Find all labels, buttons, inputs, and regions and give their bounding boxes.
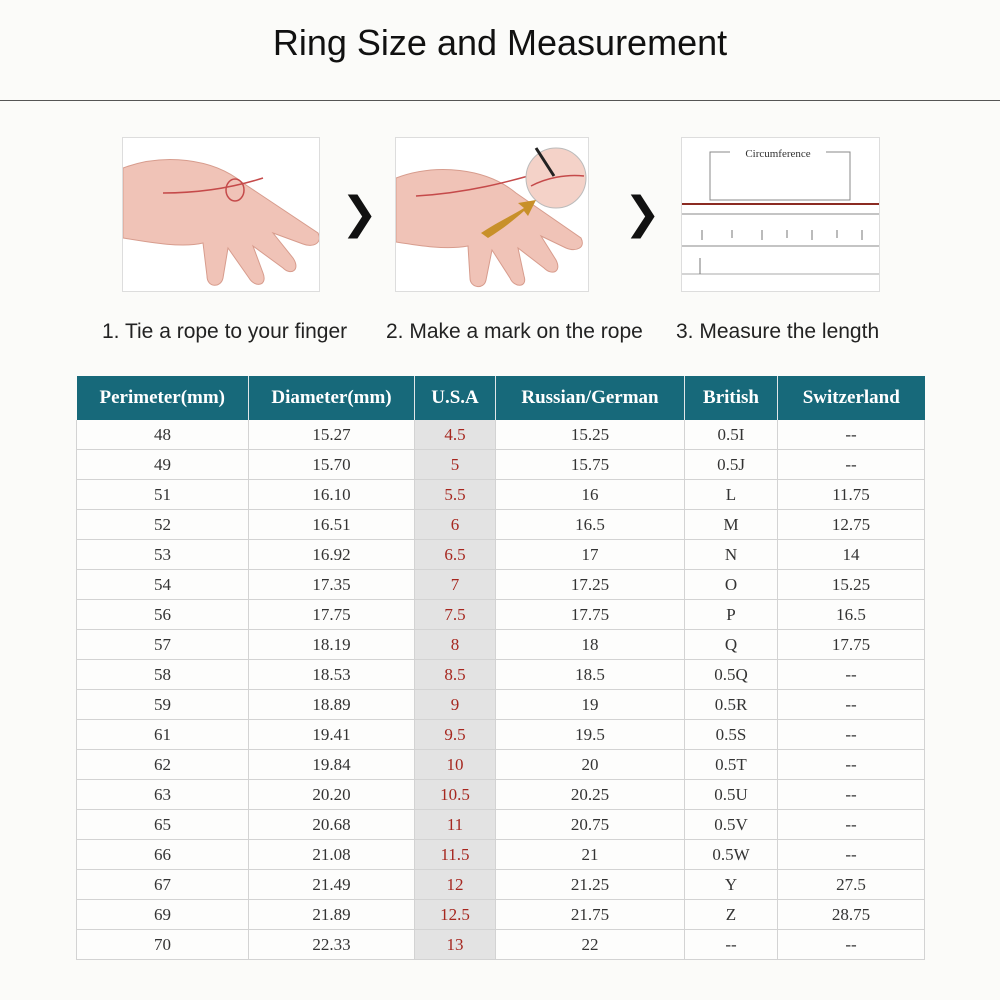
switzerland-cell: 12.75 [778, 510, 925, 540]
table-row [77, 570, 925, 600]
table-body [77, 420, 925, 960]
british-cell: 0.5S [685, 720, 778, 750]
switzerland-cell: -- [778, 780, 925, 810]
british-cell: 0.5W [685, 840, 778, 870]
header-switzerland: Switzerland [778, 376, 925, 420]
table-row [77, 510, 925, 540]
table-row [77, 480, 925, 510]
header-british: British [685, 376, 778, 420]
step3-ruler-image [681, 137, 880, 292]
usa-cell: 7.5 [415, 600, 496, 630]
usa-cell: 5.5 [415, 480, 496, 510]
switzerland-cell: -- [778, 750, 925, 780]
russian-german-cell: 15.25 [496, 420, 685, 450]
header-diameter: Diameter(mm) [249, 376, 415, 420]
british-cell: 0.5J [685, 450, 778, 480]
usa-cell: 7 [415, 570, 496, 600]
table-row [77, 420, 925, 450]
diameter-cell: 19.41 [249, 720, 415, 750]
step3-caption: 3. Measure the length [676, 320, 880, 343]
switzerland-cell: -- [778, 930, 925, 960]
perimeter-cell: 51 [77, 480, 249, 510]
russian-german-cell: 21.25 [496, 870, 685, 900]
russian-german-cell: 15.75 [496, 450, 685, 480]
switzerland-cell: -- [778, 720, 925, 750]
usa-cell: 12 [415, 870, 496, 900]
diameter-cell: 18.19 [249, 630, 415, 660]
russian-german-cell: 21 [496, 840, 685, 870]
table-row [77, 840, 925, 870]
british-cell: 0.5U [685, 780, 778, 810]
diameter-cell: 20.20 [249, 780, 415, 810]
diameter-cell: 18.53 [249, 660, 415, 690]
british-cell: M [685, 510, 778, 540]
british-cell: 0.5T [685, 750, 778, 780]
diameter-cell: 21.08 [249, 840, 415, 870]
usa-cell: 4.5 [415, 420, 496, 450]
diameter-cell: 19.84 [249, 750, 415, 780]
page-title: Ring Size and Measurement [272, 22, 728, 63]
usa-cell: 9 [415, 690, 496, 720]
switzerland-cell: -- [778, 810, 925, 840]
british-cell: N [685, 540, 778, 570]
header-perimeter: Perimeter(mm) [77, 376, 249, 420]
russian-german-cell: 16.5 [496, 510, 685, 540]
perimeter-cell: 49 [77, 450, 249, 480]
table-row [77, 900, 925, 930]
step1-caption: 1. Tie a rope to your finger [102, 320, 348, 343]
russian-german-cell: 18.5 [496, 660, 685, 690]
diameter-cell: 16.51 [249, 510, 415, 540]
diameter-cell: 17.75 [249, 600, 415, 630]
switzerland-cell: 27.5 [778, 870, 925, 900]
perimeter-cell: 62 [77, 750, 249, 780]
switzerland-cell: 28.75 [778, 900, 925, 930]
british-cell: 0.5R [685, 690, 778, 720]
perimeter-cell: 61 [77, 720, 249, 750]
switzerland-cell: -- [778, 690, 925, 720]
usa-cell: 11.5 [415, 840, 496, 870]
russian-german-cell: 18 [496, 630, 685, 660]
russian-german-cell: 21.75 [496, 900, 685, 930]
step2-caption: 2. Make a mark on the rope [386, 320, 643, 343]
diameter-cell: 20.68 [249, 810, 415, 840]
table-row [77, 630, 925, 660]
british-cell: L [685, 480, 778, 510]
usa-cell: 11 [415, 810, 496, 840]
table-row [77, 450, 925, 480]
perimeter-cell: 59 [77, 690, 249, 720]
british-cell: Z [685, 900, 778, 930]
usa-cell: 10 [415, 750, 496, 780]
switzerland-cell: -- [778, 450, 925, 480]
usa-cell: 10.5 [415, 780, 496, 810]
header-usa: U.S.A [415, 376, 496, 420]
russian-german-cell: 20 [496, 750, 685, 780]
table-row [77, 600, 925, 630]
british-cell: O [685, 570, 778, 600]
usa-cell: 12.5 [415, 900, 496, 930]
usa-cell: 6.5 [415, 540, 496, 570]
diameter-cell: 21.89 [249, 900, 415, 930]
ring-size-table [76, 376, 925, 960]
usa-cell: 9.5 [415, 720, 496, 750]
british-cell: Y [685, 870, 778, 900]
perimeter-cell: 52 [77, 510, 249, 540]
switzerland-cell: 11.75 [778, 480, 925, 510]
diameter-cell: 16.10 [249, 480, 415, 510]
circumference-label: Circumference [745, 148, 811, 160]
british-cell: P [685, 600, 778, 630]
switzerland-cell: -- [778, 840, 925, 870]
switzerland-cell: -- [778, 660, 925, 690]
usa-cell: 6 [415, 510, 496, 540]
diameter-cell: 15.27 [249, 420, 415, 450]
russian-german-cell: 17.25 [496, 570, 685, 600]
switzerland-cell: 16.5 [778, 600, 925, 630]
diameter-cell: 18.89 [249, 690, 415, 720]
perimeter-cell: 56 [77, 600, 249, 630]
diameter-cell: 21.49 [249, 870, 415, 900]
british-cell: -- [685, 930, 778, 960]
perimeter-cell: 70 [77, 930, 249, 960]
russian-german-cell: 17 [496, 540, 685, 570]
table-row [77, 540, 925, 570]
perimeter-cell: 65 [77, 810, 249, 840]
perimeter-cell: 63 [77, 780, 249, 810]
british-cell: 0.5V [685, 810, 778, 840]
switzerland-cell: 14 [778, 540, 925, 570]
diameter-cell: 17.35 [249, 570, 415, 600]
step1-hand-image [122, 137, 320, 292]
header-russian-german: Russian/German [496, 376, 685, 420]
perimeter-cell: 57 [77, 630, 249, 660]
table-header-row [77, 376, 925, 420]
next-step-arrow-icon: ❯ [624, 188, 661, 239]
table-row [77, 750, 925, 780]
diameter-cell: 16.92 [249, 540, 415, 570]
switzerland-cell: -- [778, 420, 925, 450]
perimeter-cell: 66 [77, 840, 249, 870]
usa-cell: 8 [415, 630, 496, 660]
usa-cell: 5 [415, 450, 496, 480]
russian-german-cell: 22 [496, 930, 685, 960]
table-row [77, 660, 925, 690]
next-step-arrow-icon: ❯ [341, 188, 378, 239]
table-row [77, 930, 925, 960]
table-row [77, 690, 925, 720]
perimeter-cell: 69 [77, 900, 249, 930]
usa-cell: 8.5 [415, 660, 496, 690]
russian-german-cell: 20.75 [496, 810, 685, 840]
perimeter-cell: 53 [77, 540, 249, 570]
switzerland-cell: 15.25 [778, 570, 925, 600]
russian-german-cell: 17.75 [496, 600, 685, 630]
russian-german-cell: 19 [496, 690, 685, 720]
perimeter-cell: 54 [77, 570, 249, 600]
diameter-cell: 22.33 [249, 930, 415, 960]
british-cell: 0.5I [685, 420, 778, 450]
russian-german-cell: 20.25 [496, 780, 685, 810]
table-row [77, 780, 925, 810]
british-cell: Q [685, 630, 778, 660]
diameter-cell: 15.70 [249, 450, 415, 480]
table-row [77, 810, 925, 840]
perimeter-cell: 58 [77, 660, 249, 690]
perimeter-cell: 48 [77, 420, 249, 450]
switzerland-cell: 17.75 [778, 630, 925, 660]
british-cell: 0.5Q [685, 660, 778, 690]
step2-marking-image [395, 137, 589, 292]
table-row [77, 870, 925, 900]
title-divider [0, 100, 1000, 101]
perimeter-cell: 67 [77, 870, 249, 900]
usa-cell: 13 [415, 930, 496, 960]
table-row [77, 720, 925, 750]
russian-german-cell: 19.5 [496, 720, 685, 750]
russian-german-cell: 16 [496, 480, 685, 510]
